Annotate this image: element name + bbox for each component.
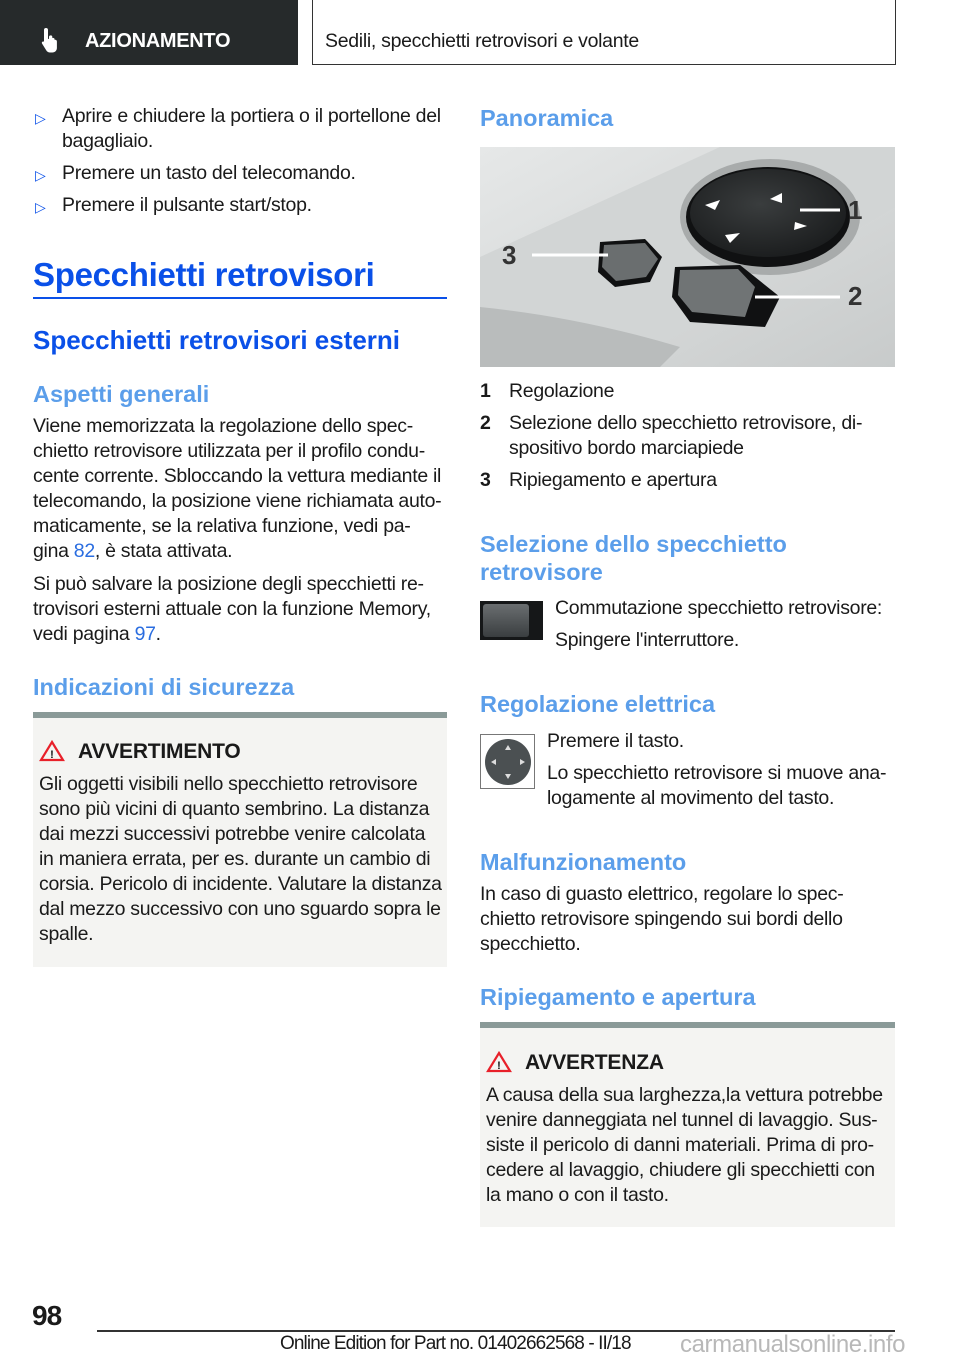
caution-box — [480, 1022, 895, 1227]
page-title: Specchietti retrovisori — [33, 256, 375, 293]
warning-box — [33, 712, 447, 967]
svg-text:!: ! — [50, 749, 54, 761]
warning-text: Gli oggetti visibili nello specchietto retrovisore sono più vicini di quanto sembrino. La distanza dai mezzi successivi potrebbe venire calcolata in maniera errata, per es. durante un cambio di corsia. Pericolo di incidente. Valutare la distanza dal mezzo successivo con uno sguardo sopra le spalle. — [39, 773, 442, 945]
mirror-controls-image — [480, 147, 895, 367]
bullet-icon: ▷ — [35, 199, 46, 215]
section-heading: Specchietti retrovisori esterni — [33, 325, 401, 355]
subheading-general: Aspetti generali — [33, 381, 210, 407]
chapter-title: Sedili, specchietti retrovisori e volante — [325, 30, 639, 52]
callout-3: 3 — [502, 240, 517, 270]
text: Si può salvare la posizione degli specchietti re- trovisori esterni attuale con la funzione Memory, vedi pagina — [33, 573, 431, 645]
bullet-icon: ▷ — [35, 110, 46, 126]
bullet-icon: ▷ — [35, 167, 46, 183]
bullet-item: Aprire e chiudere la portiera o il portellone del bagagliaio. — [62, 105, 441, 152]
subheading-select: Selezione dello specchietto retrovisore — [480, 531, 787, 585]
warning-title: AVVERTIMENTO — [78, 740, 241, 763]
chapter-tab — [312, 0, 896, 65]
legend-number: 1 — [480, 380, 491, 402]
legend-text: Selezione dello specchietto retrovisore, di- spositivo bordo marciapiede — [509, 412, 863, 459]
select-line-1: Commutazione specchietto retrovisore: — [555, 597, 883, 619]
page-link-82[interactable]: 82 — [73, 540, 95, 562]
subheading-folding: Ripiegamento e apertura — [480, 984, 756, 1010]
caution-text: A causa della sua larghezza,la vettura potrebbe venire danneggiata nel tunnel di lavaggio. Sus- siste il pericolo di danni materiali. Prima di pro- cedere al lavaggio, chiudere gli specchietti con la mano o con il tasto. — [486, 1084, 883, 1206]
subheading-safety: Indicazioni di sicurezza — [33, 674, 295, 700]
callout-2: 2 — [848, 281, 863, 311]
legend-number: 2 — [480, 412, 491, 434]
general-paragraph-1 — [33, 414, 453, 564]
adjust-knob-icon — [480, 734, 535, 789]
warning-triangle-icon — [486, 1051, 512, 1073]
electric-line-2: Lo specchietto retrovisore si muove ana- logamente al movimento del tasto. — [547, 762, 887, 809]
watermark: carmanualsonline.info — [680, 1331, 906, 1358]
bullet-item: Premere un tasto del telecomando. — [62, 162, 356, 184]
malfunction-text: In caso di guasto elettrico, regolare lo spec- chietto retrovisore spingendo sui bordi dello specchietto. — [480, 883, 844, 955]
legend-number: 3 — [480, 469, 491, 491]
page-link-97[interactable]: 97 — [134, 623, 156, 645]
callout-1: 1 — [848, 195, 863, 225]
section-title: AZIONAMENTO — [85, 30, 231, 52]
legend-text: Regolazione — [509, 380, 615, 402]
electric-line-1: Premere il tasto. — [547, 730, 684, 752]
text: , è stata attivata. — [94, 540, 233, 562]
section-tab — [0, 0, 298, 65]
bullet-item: Premere il pulsante start/stop. — [62, 194, 312, 216]
legend-text: Ripiegamento e apertura — [509, 469, 717, 491]
warning-triangle-icon — [39, 740, 65, 762]
title-divider — [33, 297, 447, 299]
subheading-electric: Regolazione elettrica — [480, 691, 716, 717]
svg-text:!: ! — [497, 1060, 501, 1072]
page-number: 98 — [32, 1300, 62, 1331]
general-paragraph-2 — [33, 572, 453, 647]
subheading-overview: Panoramica — [480, 105, 614, 131]
subheading-malfunction: Malfunzionamento — [480, 849, 687, 875]
text: Viene memorizzata la regolazione dello spec- chietto retrovisore utilizzata per il profilo condu- cente corrente. Sbloccando la vettura mediante il telecomando, la posizione viene richiamata auto- maticamente, se la relativa funzione, vedi pa- gina — [33, 415, 442, 562]
mirror-switch-icon — [480, 601, 543, 640]
footer-edition: Online Edition for Part no. 01402662568 - II/18 — [280, 1333, 631, 1354]
caution-title: AVVERTENZA — [525, 1051, 664, 1074]
text: . — [155, 623, 161, 645]
hand-pointer-icon — [40, 26, 64, 54]
select-line-2: Spingere l'interruttore. — [555, 629, 740, 651]
